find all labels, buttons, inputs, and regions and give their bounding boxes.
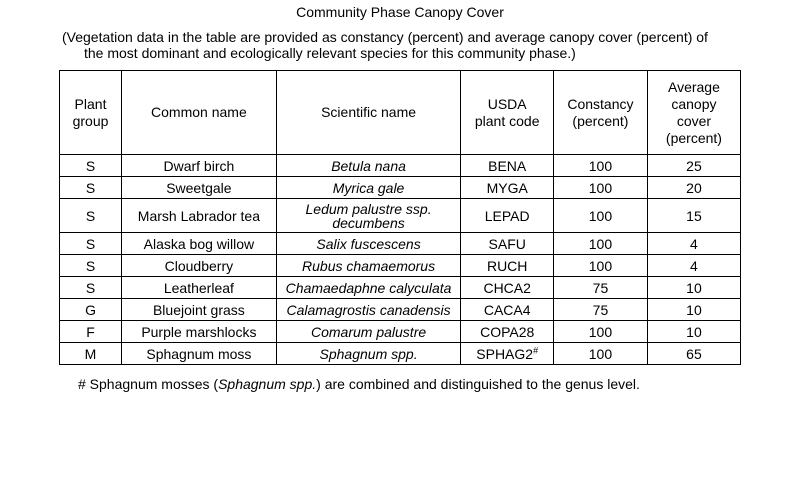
- cell-common-name: Leatherleaf: [122, 277, 277, 299]
- table-row: [60, 255, 741, 277]
- cell-constancy: 100: [554, 321, 648, 343]
- cell-usda-code: BENA: [461, 155, 554, 177]
- cell-usda-code: LEPAD: [461, 199, 554, 233]
- table-row: [60, 233, 741, 255]
- table-row: [60, 199, 741, 233]
- header-average-cover: Average canopy cover (percent): [647, 71, 740, 155]
- cell-scientific-name: Sphagnum spp.: [276, 343, 461, 365]
- cell-plant-group: G: [60, 299, 122, 321]
- cell-plant-group: M: [60, 343, 122, 365]
- cell-scientific-name: Calamagrostis canadensis: [276, 299, 461, 321]
- cell-common-name: Cloudberry: [122, 255, 277, 277]
- cell-common-name: Purple marshlocks: [122, 321, 277, 343]
- cell-plant-group: S: [60, 255, 122, 277]
- cell-usda-code: SAFU: [461, 233, 554, 255]
- cell-common-name: Marsh Labrador tea: [122, 199, 277, 233]
- cell-common-name: Sweetgale: [122, 177, 277, 199]
- cell-scientific-name: Betula nana: [276, 155, 461, 177]
- cell-constancy: 75: [554, 277, 648, 299]
- cell-plant-group: S: [60, 199, 122, 233]
- table-row: [60, 177, 741, 199]
- cell-plant-group: S: [60, 155, 122, 177]
- cell-constancy: 100: [554, 343, 648, 365]
- table-header-row: [60, 71, 741, 155]
- cell-scientific-name: Chamaedaphne calyculata: [276, 277, 461, 299]
- cell-scientific-name: Rubus chamaemorus: [276, 255, 461, 277]
- page-title: Community Phase Canopy Cover: [296, 4, 504, 20]
- cell-constancy: 100: [554, 177, 648, 199]
- footnote-italic: Sphagnum spp.: [218, 376, 317, 392]
- cell-plant-group: S: [60, 177, 122, 199]
- cell-average-cover: 10: [647, 321, 740, 343]
- cell-constancy: 100: [554, 199, 648, 233]
- footnote-marker: #: [533, 344, 539, 355]
- cell-common-name: Alaska bog willow: [122, 233, 277, 255]
- cell-constancy: 100: [554, 255, 648, 277]
- cell-average-cover: 10: [647, 277, 740, 299]
- cell-plant-group: F: [60, 321, 122, 343]
- cell-constancy: 100: [554, 233, 648, 255]
- cell-common-name: Dwarf birch: [122, 155, 277, 177]
- cell-plant-group: S: [60, 233, 122, 255]
- table-row: [60, 155, 741, 177]
- cell-scientific-name: Salix fuscescens: [276, 233, 461, 255]
- header-common-name: Common name: [122, 71, 277, 155]
- cell-scientific-name: Ledum palustre ssp. decumbens: [276, 199, 461, 233]
- cell-average-cover: 4: [647, 255, 740, 277]
- table-footnote: # Sphagnum mosses (Sphagnum spp.) are combined and distinguished to the genus level.: [78, 376, 640, 392]
- cell-usda-code: RUCH: [461, 255, 554, 277]
- cell-common-name: Bluejoint grass: [122, 299, 277, 321]
- header-plant-group: Plant group: [60, 71, 122, 155]
- intro-text: [62, 29, 752, 61]
- cell-usda-code: CHCA2: [461, 277, 554, 299]
- cell-scientific-name: Myrica gale: [276, 177, 461, 199]
- header-usda-code: USDA plant code: [461, 71, 554, 155]
- table-row: [60, 299, 741, 321]
- header-constancy: Constancy (percent): [554, 71, 648, 155]
- cell-scientific-name: Comarum palustre: [276, 321, 461, 343]
- table-row: [60, 321, 741, 343]
- table-row: [60, 277, 741, 299]
- cell-usda-code: [461, 343, 554, 365]
- usda-code-text: SPHAG2: [476, 345, 534, 362]
- cell-average-cover: 65: [647, 343, 740, 365]
- cell-plant-group: S: [60, 277, 122, 299]
- cell-average-cover: 15: [647, 199, 740, 233]
- intro-line-2: the most dominant and ecologically relevant species for this community phase.): [84, 45, 576, 61]
- cell-constancy: 100: [554, 155, 648, 177]
- cell-common-name: Sphagnum moss: [122, 343, 277, 365]
- cell-average-cover: 25: [647, 155, 740, 177]
- table-row: [60, 343, 741, 365]
- cell-average-cover: 20: [647, 177, 740, 199]
- header-scientific-name: Scientific name: [276, 71, 461, 155]
- cell-average-cover: 10: [647, 299, 740, 321]
- cell-usda-code: CACA4: [461, 299, 554, 321]
- canopy-cover-table: [59, 70, 741, 365]
- cell-constancy: 75: [554, 299, 648, 321]
- cell-usda-code: COPA28: [461, 321, 554, 343]
- cell-usda-code: MYGA: [461, 177, 554, 199]
- intro-line-1: (Vegetation data in the table are provided as constancy (percent) and average canopy cover (percent) of: [62, 29, 708, 45]
- cell-average-cover: 4: [647, 233, 740, 255]
